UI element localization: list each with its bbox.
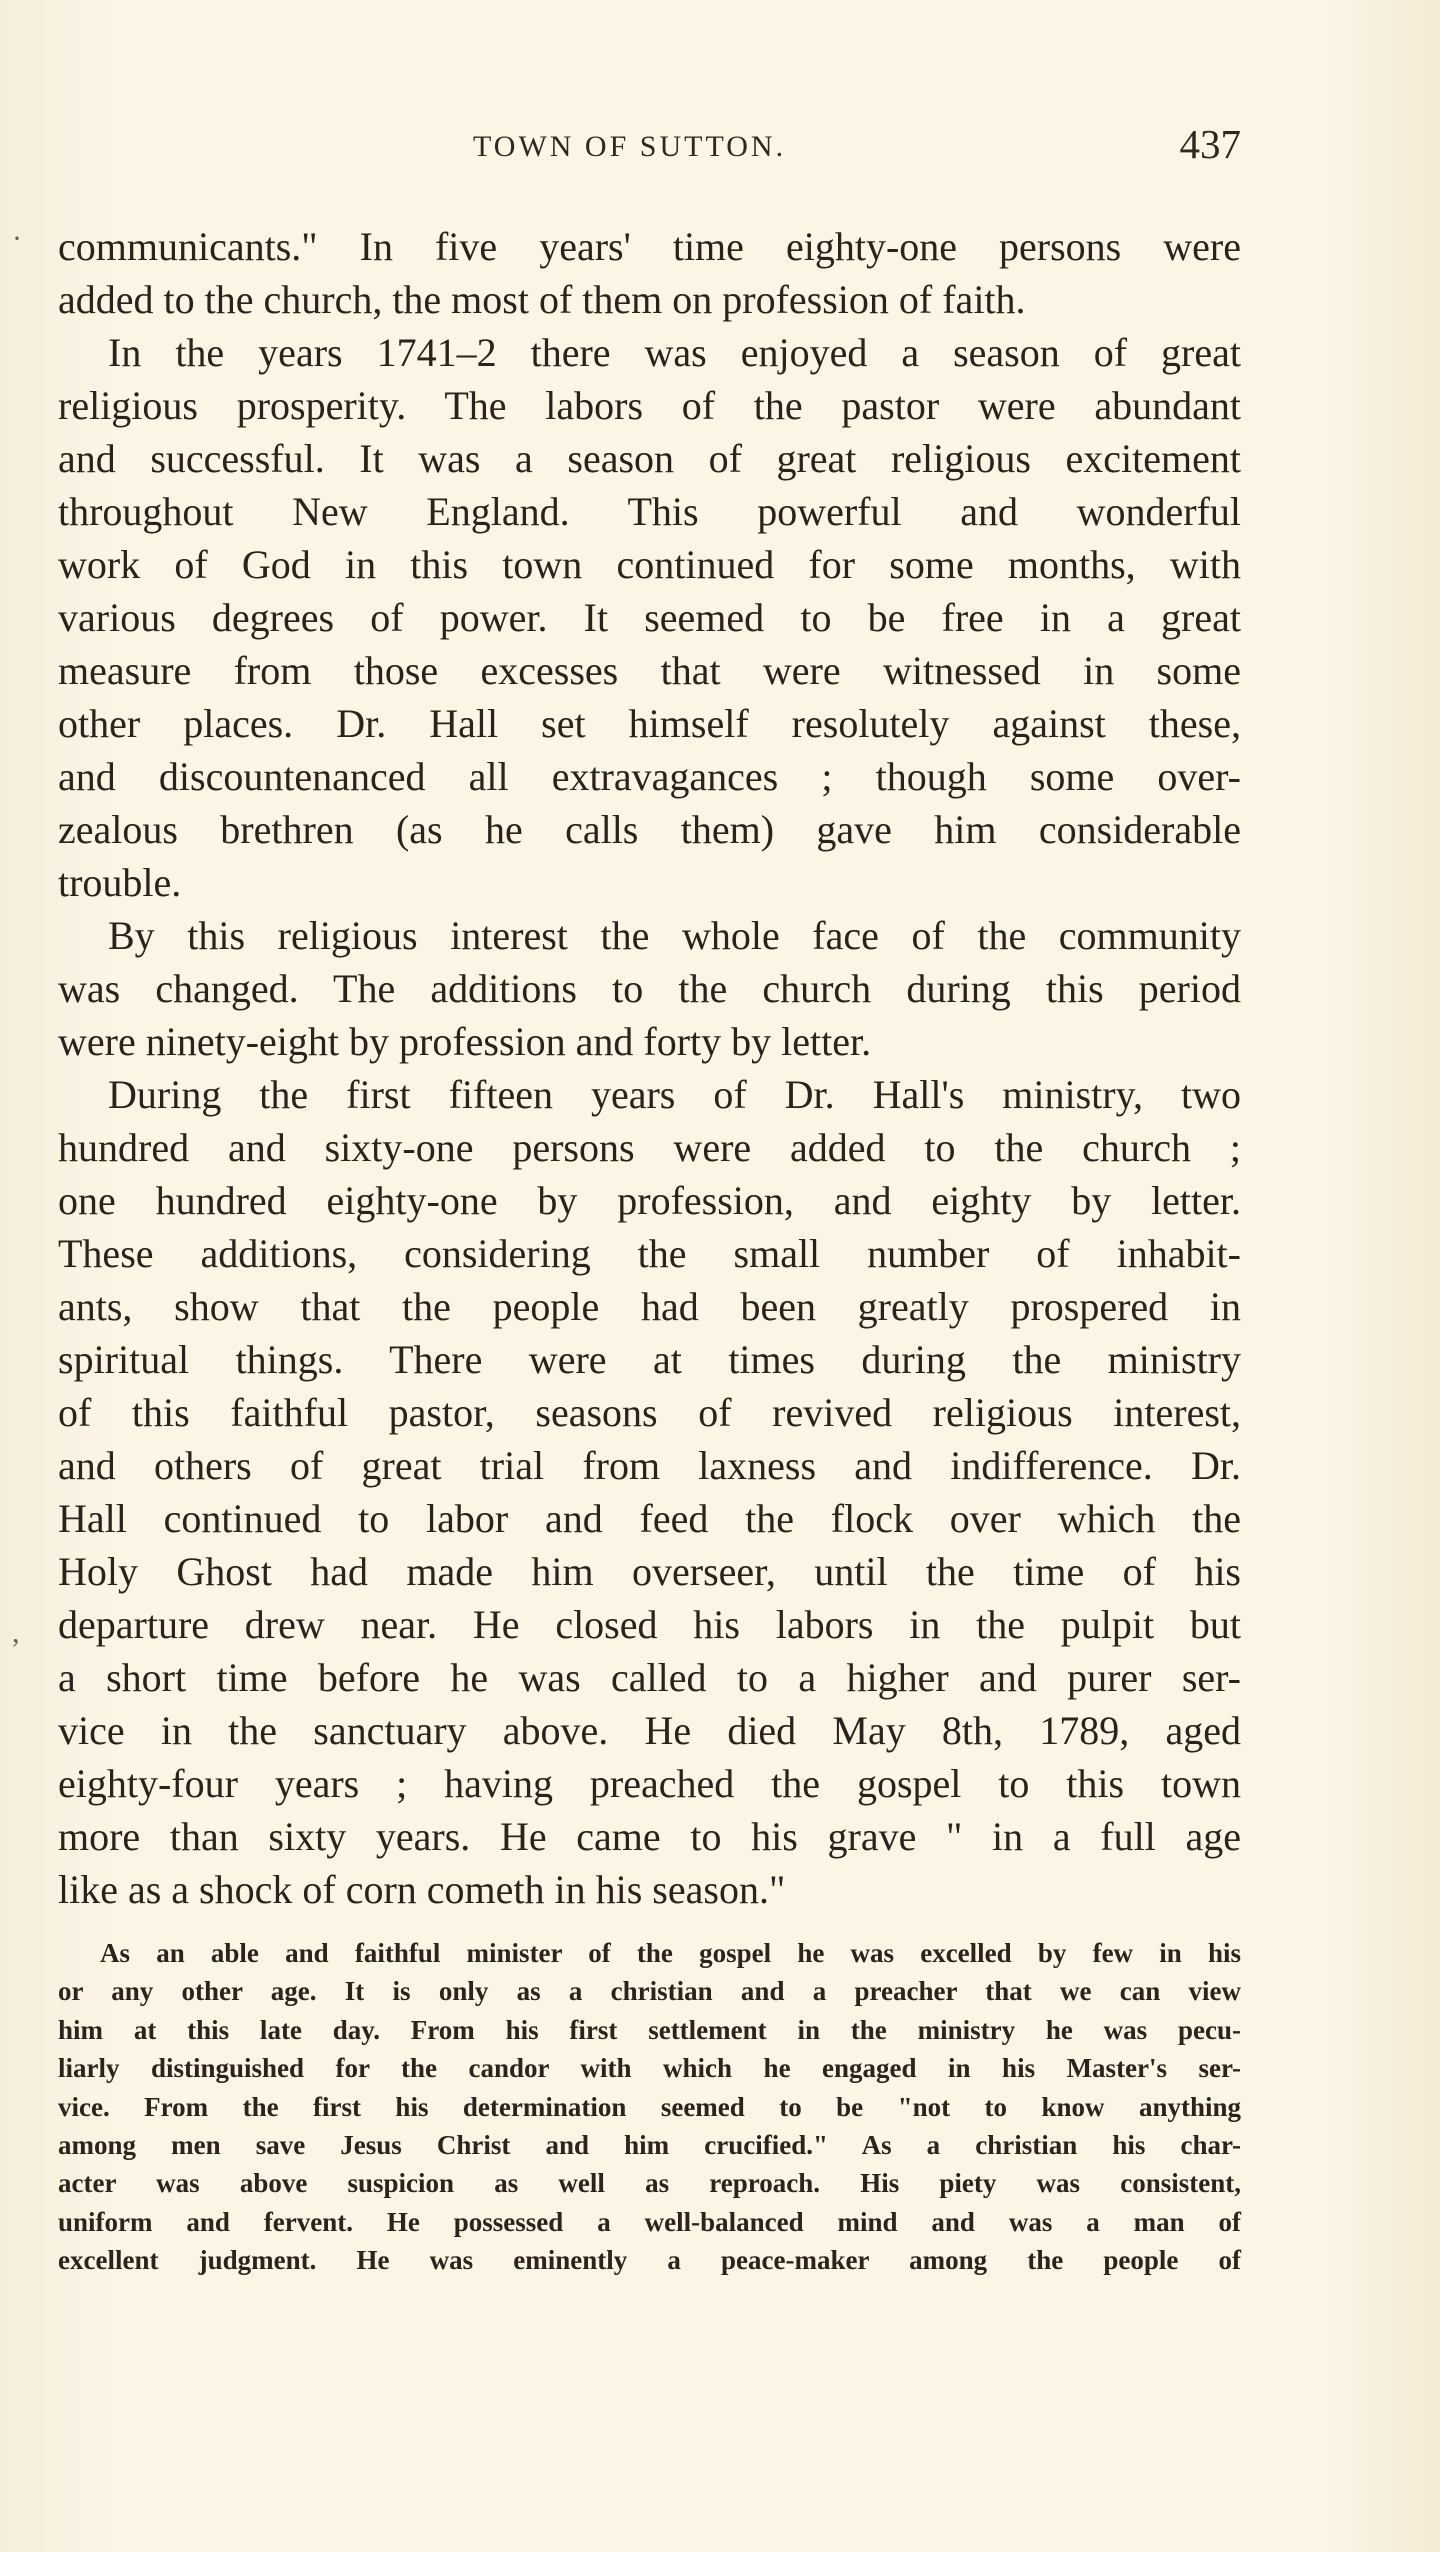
small-text-line: or any other age. It is only as a christian and a preacher that we can view	[58, 1976, 1241, 2007]
text-line: other places. Dr. Hall set himself resolutely against these,	[58, 701, 1241, 746]
text-line: a short time before he was called to a higher and purer ser-	[58, 1655, 1241, 1700]
small-text-line: him at this late day. From his first settlement in the ministry he was pecu-	[58, 2014, 1241, 2045]
text-line: By this religious interest the whole face of the community	[108, 913, 1241, 958]
small-text-line: uniform and fervent. He possessed a well-balanced mind and was a man of	[58, 2206, 1241, 2237]
text-line: In the years 1741–2 there was enjoyed a season of great	[108, 330, 1241, 375]
main-paragraphs	[58, 220, 1241, 1916]
text-line: of this faithful pastor, seasons of revived religious interest,	[58, 1390, 1241, 1435]
text-line: Hall continued to labor and feed the flock over which the	[58, 1496, 1241, 1541]
text-line: throughout New England. This powerful and wonderful	[58, 489, 1241, 534]
small-print-paragraph	[58, 1934, 1241, 2280]
text-line: various degrees of power. It seemed to be free in a great	[58, 595, 1241, 640]
section-gap	[58, 1916, 1241, 1934]
text-line: During the first fifteen years of Dr. Hall's ministry, two	[108, 1072, 1241, 1117]
small-text-line: liarly distinguished for the candor with which he engaged in his Master's ser-	[58, 2053, 1241, 2084]
text-line: were ninety-eight by profession and forty by letter.	[58, 1019, 872, 1064]
text-line: zealous brethren (as he calls them) gave him considerable	[58, 807, 1241, 852]
text-line: eighty-four years ; having preached the gospel to this town	[58, 1761, 1241, 1806]
body-text	[58, 220, 1241, 2280]
running-head: TOWN OF SUTTON.	[473, 130, 787, 163]
text-line: religious prosperity. The labors of the pastor were abundant	[58, 383, 1241, 428]
margin-comma-mark: ,	[12, 1616, 20, 1649]
page-number: 437	[1179, 121, 1241, 167]
margin-dot-mark: ·	[12, 222, 22, 255]
text-line: and successful. It was a season of great religious excitement	[58, 436, 1241, 481]
text-line: and others of great trial from laxness and indifference. Dr.	[58, 1443, 1241, 1488]
small-text-line: among men save Jesus Christ and him crucified." As a christian his char-	[58, 2129, 1241, 2160]
small-text-line: excellent judgment. He was eminently a peace-maker among the people of	[58, 2245, 1241, 2276]
small-text-line: acter was above suspicion as well as reproach. His piety was consistent,	[58, 2168, 1241, 2199]
small-text-line: As an able and faithful minister of the gospel he was excelled by few in his	[100, 1938, 1241, 1968]
text-line: more than sixty years. He came to his grave " in a full age	[58, 1814, 1241, 1859]
text-line: and discountenanced all extravagances ; though some over-	[58, 754, 1241, 799]
text-line: These additions, considering the small number of inhabit-	[58, 1231, 1241, 1276]
text-line: trouble.	[58, 860, 182, 905]
text-line: added to the church, the most of them on profession of faith.	[58, 277, 1026, 322]
text-line: like as a shock of corn cometh in his season."	[58, 1867, 786, 1912]
text-line: Holy Ghost had made him overseer, until the time of his	[58, 1549, 1241, 1594]
text-line: measure from those excesses that were witnessed in some	[58, 648, 1241, 693]
text-line: work of God in this town continued for some months, with	[58, 542, 1241, 587]
text-line: vice in the sanctuary above. He died May 8th, 1789, aged	[58, 1708, 1241, 1753]
text-line: communicants." In five years' time eighty-one persons were	[58, 224, 1241, 269]
page-header	[58, 120, 1241, 180]
text-line: spiritual things. There were at times during the ministry	[58, 1337, 1241, 1382]
small-text-line: vice. From the first his determination seemed to be "not to know anything	[58, 2091, 1241, 2122]
text-line: hundred and sixty-one persons were added to the church ;	[58, 1125, 1241, 1170]
text-line: ants, show that the people had been greatly prospered in	[58, 1284, 1241, 1329]
text-line: departure drew near. He closed his labors in the pulpit but	[58, 1602, 1241, 1647]
text-line: was changed. The additions to the church during this period	[58, 966, 1241, 1011]
text-line: one hundred eighty-one by profession, and eighty by letter.	[58, 1178, 1241, 1223]
